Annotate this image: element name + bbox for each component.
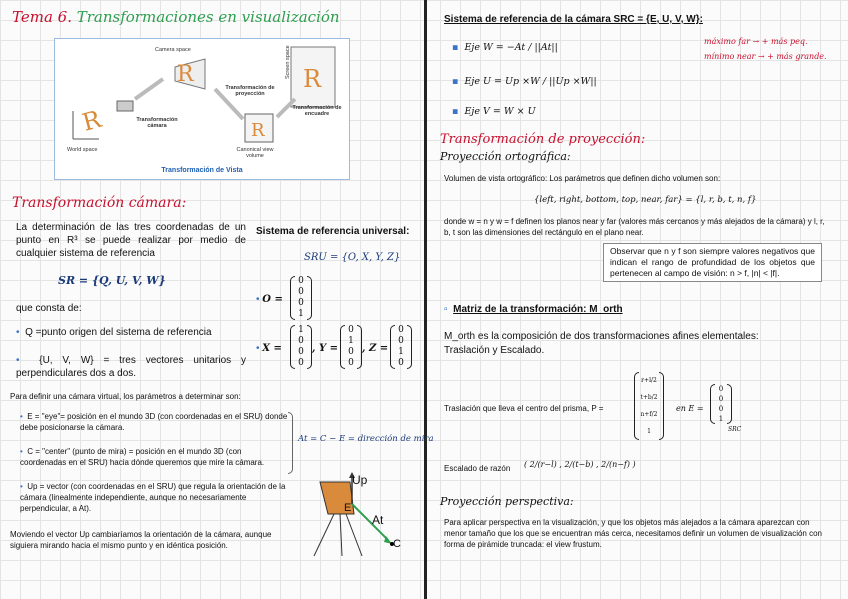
vector-entry: 0 (298, 336, 304, 346)
xyz-row: • X = (256, 343, 282, 354)
consta-text: que consta de: (16, 303, 82, 314)
at-formula: At = C − E = dirección de mira (298, 434, 434, 444)
t-camara-label: Transformación cámara (136, 117, 178, 129)
param-e-text: E = "eye"= posición en el mundo 3D (con coordenadas en el SRU) donde debe posicionarse la cámara. (20, 412, 288, 432)
z-vector (390, 325, 412, 369)
sr-formula: SR = {Q, U, V, W} (58, 274, 166, 287)
vector-entry: 0 (348, 358, 354, 368)
eje-w: ▪ Eje W = −At / ||At|| (452, 42, 558, 53)
perspectiva-text: Para aplicar perspectiva en la visualización, y que los objetos más alejados a la cámara aparezcan con menor tamaño que los que se encuentran más cerca, necesitamos definir un volumen de visualización con forma de pirámide truncada: el view frustum. (444, 518, 822, 549)
param-c-text: C = "center" (punto de mira) = posición en el mundo 3D (con coordenadas en el SRU) hacia dónde queremos que mire la cámara. (20, 447, 265, 467)
escalado-values: ( 2/(r−l) , 2/(t−b) , 2/(n−f) ) (524, 460, 636, 469)
vector-paren-right (659, 372, 664, 440)
svg-text:R: R (251, 120, 265, 141)
world-space-label: World space (67, 147, 98, 153)
vector-entry: 1 (348, 336, 354, 346)
eje-v-text: Eje V = W × U (464, 106, 536, 117)
camera-e-label: E (344, 502, 352, 514)
vector-entries (639, 372, 659, 440)
vector-entry: 1 (398, 347, 404, 357)
o-label: O = (262, 294, 283, 305)
escalado-value: 2/(r−l) (529, 460, 557, 469)
svg-text:R: R (303, 65, 322, 93)
matriz-title-text: Matriz de la transformación: M_orth (453, 304, 623, 315)
bullet-q-text: Q =punto origen del sistema de referencia (25, 327, 212, 338)
sub-perspectiva: Proyección perspectiva: (440, 495, 574, 508)
param-up: • Up = vector (con coordenadas en el SRU) que regula la orientación de la cámara (linealmente independiente, aunque no necesariamente perpendicular, a At). (20, 482, 286, 513)
src-title: Sistema de referencia de la cámara SRC = {E, U, V, W}: (444, 14, 703, 25)
vector-entries (295, 325, 307, 369)
page-title: Tema 6. Transformaciones en visualización (12, 8, 340, 26)
volumen-text: Volumen de vista ortográfico: Los parámetros que definen dicho volumen son: (444, 174, 721, 183)
escalado-text (444, 464, 510, 473)
param-c: • C = "center" (punto de mira) = posición en el mundo 3D (con coordenadas en el SRU) hacia dónde queremos que mire la cámara. (20, 447, 265, 467)
vector-entry: 0 (718, 395, 724, 403)
heading-proyeccion: Transformación de proyección: (440, 132, 646, 147)
eje-u: ▪ Eje U = Up ×W / ||Up ×W|| (452, 76, 597, 87)
params-intro: Para definir una cámara virtual, los parámetros a determinar son: (10, 392, 241, 401)
escalado-value: 2/(t−b) (564, 460, 594, 469)
svg-text:R: R (79, 105, 105, 137)
vector-entry: 0 (348, 325, 354, 335)
t-proyeccion-label: Transformación de proyección (225, 85, 275, 97)
view-transform-figure (54, 38, 350, 180)
vector-entry: 0 (298, 287, 304, 297)
observation-box (603, 243, 822, 282)
intro-text: La determinación de las tres coordenadas de un punto en R³ se puede realizar por medio de cualquier sistema de referencia (16, 222, 246, 259)
vector-entry: t+b/2 (640, 394, 658, 401)
vector-entry: 1 (647, 428, 651, 435)
vector-entries (715, 384, 727, 424)
vector-entry: 1 (298, 309, 304, 319)
vector-paren-right (727, 384, 732, 424)
z-label: , Z = (362, 343, 389, 354)
bullet-uvw-text: {U, V, W} = tres vectores unitarios y perpendiculares dos a dos. (16, 355, 247, 379)
vector-entry: 0 (298, 276, 304, 286)
vector-entry: 1 (718, 415, 724, 423)
vector-entries (395, 325, 407, 369)
canonical-label: Canonical view volume (236, 147, 274, 159)
vector-entry: 0 (398, 325, 404, 335)
vector-entry: 0 (298, 298, 304, 308)
bullet-uvw: • {U, V, W} = tres vectores unitarios y perpendiculares dos a dos. (16, 355, 247, 379)
params-set: {left, right, bottom, top, near, far} = {l, r, b, t, n, f} (534, 195, 757, 205)
matriz-title: ▫ Matriz de la transformación: M_orth (444, 304, 623, 315)
x-label: X = (262, 343, 282, 354)
y-vector (340, 325, 362, 369)
vector-entry: 0 (398, 358, 404, 368)
vector-entry: 0 (718, 405, 724, 413)
x-vector (290, 325, 312, 369)
camera-space-label: Camera space (155, 47, 191, 53)
vector-entry: 0 (298, 358, 304, 368)
vector-entry: 0 (718, 385, 724, 393)
figure-caption: Transformación de Vista (161, 167, 243, 174)
escalado-value: 2/(n−f) (601, 460, 630, 469)
vector-entry: 0 (348, 347, 354, 357)
vector-paren-right (307, 276, 312, 320)
svg-text:R: R (177, 62, 194, 87)
param-up-text: Up = vector (con coordenadas en el SRU) que regula la orientación de la cámara (linealmente independiente, aunque no necesariamente perpendicular, a At). (20, 482, 286, 513)
eje-u-text: Eje U = Up ×W / ||Up ×W|| (464, 76, 597, 87)
escalado-label: Escalado de razón (444, 464, 511, 473)
vector-entry: 0 (298, 347, 304, 357)
note-far: máximo far → + más peq. (704, 37, 808, 46)
camera-at-label: At (372, 513, 384, 527)
universal-title: Sistema de referencia universal: (256, 226, 410, 237)
sub-ortografica: Proyección ortográfica: (440, 150, 571, 163)
y-label: , Y = (312, 343, 338, 354)
vector-entries (345, 325, 357, 369)
t-encuadre-label: Transformación de encuadre (292, 105, 342, 117)
screen-space-label: Screen space (285, 45, 291, 79)
brace (288, 412, 293, 474)
vector-entry: r+l/2 (641, 377, 657, 384)
traslacion-text: Traslación que lleva el centro del prisma, P = (444, 404, 604, 413)
camera-up-label: Up (352, 473, 368, 487)
vector-paren-right (407, 325, 412, 369)
eje-w-text: Eje W = −At / ||At|| (464, 42, 558, 53)
heading-camara: Transformación cámara: (12, 195, 187, 211)
vector-entries (295, 276, 307, 320)
src-sub: SRC (728, 426, 742, 433)
vector-entry: n+f/2 (640, 411, 658, 418)
moving-text: Moviendo el vector Up cambiaríamos la orientación de la cámara, aunque siguiera mirando hacia el mismo punto y en idéntica posición. (10, 530, 272, 550)
param-e: • E = "eye"= posición en el mundo 3D (con coordenadas en el SRU) donde debe posicionarse la cámara. (20, 412, 288, 432)
eje-v: ▪ Eje V = W × U (452, 106, 536, 117)
o-vector-row: • O = (256, 294, 283, 305)
vector-entry: 1 (298, 325, 304, 335)
observation-text: Observar que n y f son siempre valores negativos que indican el rango de profundidad de los objetos que pertenecen al campo de visión: n > f, |n| < |f|. (610, 246, 815, 278)
page-divider (424, 0, 427, 599)
morth-text: M_orth es la composición de dos transformaciones afines elementales: Traslación y Escalado. (444, 331, 759, 356)
en-e-label: en E = (676, 404, 704, 413)
o-vector (290, 276, 312, 320)
vector-entry: 0 (398, 336, 404, 346)
e-vector (710, 384, 732, 424)
camera-c-label: C (393, 538, 401, 550)
sru-formula: SRU = {O, X, Y, Z} (304, 252, 401, 263)
donde-text: donde w = n y w = f definen los planos near y far (valores más cercanos y más alejados de la cámara) y l, r, b, t son las dimensiones del rectángulo en el plano near. (444, 217, 825, 237)
note-near: mínimo near → + más grande. (704, 52, 827, 61)
bullet-q: • Q =punto origen del sistema de referencia (16, 327, 212, 338)
p-vector (634, 372, 664, 440)
